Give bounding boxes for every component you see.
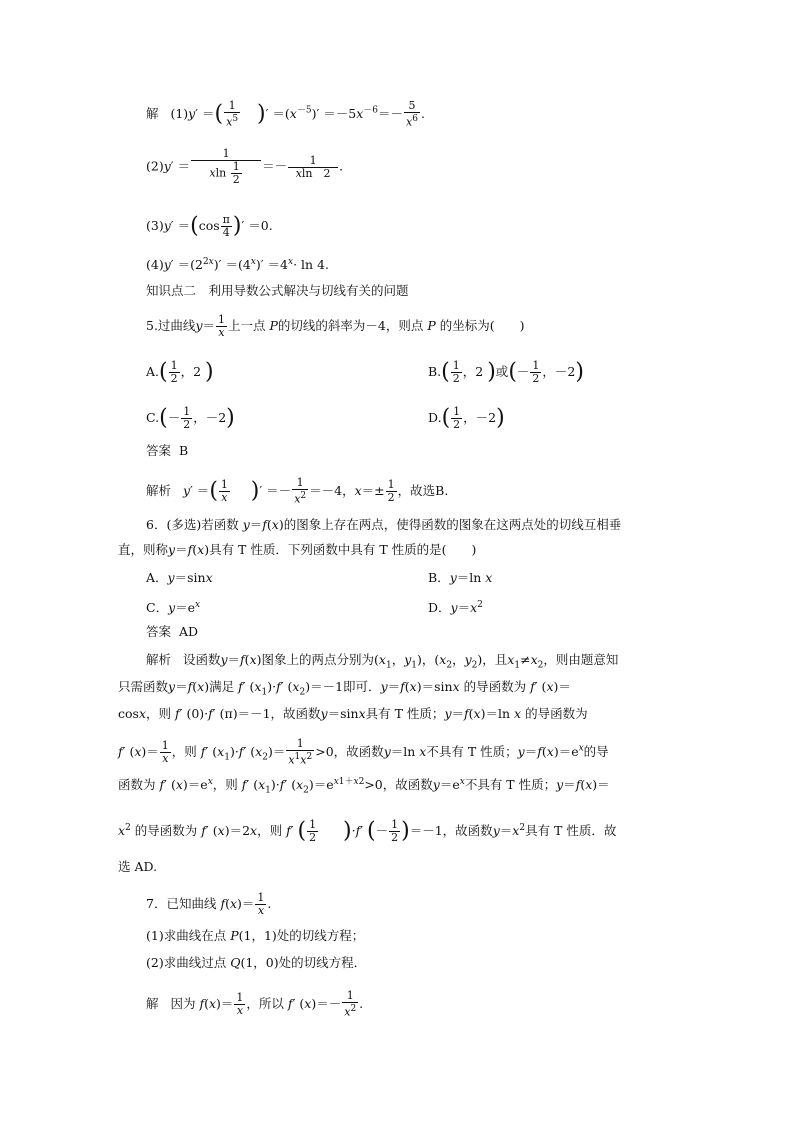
q6-option-a: A．y＝sinx [146, 570, 213, 585]
q6-analysis-2: 只需函数y＝f(x)满足 f′ $(x_1)\cdot f'$ $(x_2)=-1$即可．y＝f(x)＝sinx 的导函数为 f′ (x)＝ [118, 679, 571, 698]
q5-option-d: D.( $\frac{1}{2}$ ，－2) [428, 405, 505, 431]
q6-analysis-1: 解析 设函数y＝f(x)图象上的两点分别为($x_1$，$y_1$)，($x_2$，$y_2$)，且$x_1\ne x_2$，则由题意知 [146, 652, 619, 671]
q6-analysis-7: 选 AD. [118, 859, 158, 874]
q6-analysis-6: $x^2$ 的导函数为 f′ (x)＝2x，则 f′ ( $\frac{1}{2}$ )·f′ (－ $\frac{1}{2}$ )＝－1，故函数$y=x^2$具有 T 性质．故 [118, 818, 617, 845]
q6-option-c: C．$y=e^x$ [146, 600, 201, 616]
question-5-stem: 5.过曲线y＝ $\frac{1}{x}$ 上一点 P的切线的斜率为－4，则点 P 的坐标为( ) [146, 313, 525, 339]
q6-option-d: D．$y=x^2$ [428, 600, 483, 616]
q5-option-a: A.( $\frac{1}{2}$ ，2 ) [146, 359, 214, 385]
q6-option-b: B．y＝ln x [428, 570, 493, 585]
question-6-stem-1: 6．(多选)若函数 y＝f(x)的图象上存在两点，使得函数的图象在这两点处的切线互相垂 [146, 517, 622, 532]
q6-analysis-3: cosx，则 f′ (0)·f′ (π)＝－1，故函数y＝sinx具有 T 性质；y＝f(x)＝ln x 的导函数为 [118, 706, 588, 721]
solution-line-3: (3)y′ ＝(cos $\frac{\pi}{4}$ )′ ＝0. [146, 213, 273, 239]
q7-part-2: (2)求曲线过点 Q(1，0)处的切线方程． [146, 955, 367, 970]
q5-option-c: C.(－ $\frac{1}{2}$ ，－2) [146, 405, 235, 431]
knowledge-point-heading: 知识点二 利用导数公式解决与切线有关的问题 [146, 283, 409, 298]
solution-line-1: 解 (1)y′ ＝( $\frac{1}{x^5}$ )′ $=(x^{-5})' =-5x^{-6}=-$ $\frac{5}{x^6}$ . [146, 99, 425, 129]
q6-answer: 答案 AD [146, 624, 199, 639]
question-6-stem-2: 直，则称y＝f(x)具有 T 性质．下列函数中具有 T 性质的是( ) [118, 542, 477, 557]
q7-solution: 解 因为 f(x)＝ $\frac{1}{x}$ ，所以 f′ (x)＝－ $\frac{1}{x^2}$ . [146, 989, 364, 1019]
q5-answer: 答案 B [146, 443, 189, 458]
q7-part-1: (1)求曲线在点 P(1，1)处的切线方程； [146, 928, 365, 943]
q5-analysis: 解析 y′ ＝( $\frac{1}{x}$ )′ ＝－ $\frac{1}{x^2}$ ＝－4，x＝± $\frac{1}{2}$ ，故选B. [146, 476, 449, 506]
solution-line-2: (2)y′ ＝ 1 xln $\frac{1}{2}$ ＝－ $\frac{1}{xln 2}$ . [146, 147, 344, 186]
q6-analysis-5: 函数为 f′ $(x)=e^x$，则 f′ $(x_1)\cdot f'$ $(x_2)=e^{x1+x2}>0$，故函数$y=e^x$不具有 T 性质；y＝f(x)＝ [118, 777, 610, 796]
question-7-stem: 7．已知曲线 f(x)＝ $\frac{1}{x}$ . [146, 891, 272, 917]
q6-analysis-4: f′ (x)＝ $\frac{1}{x}$ ，则 f′ $(x_1)\cdot f'$ $(x_2)=$ $\frac{1}{x^1x^2}$ >0，故函数y＝ln x不具有 T 性质；$y=f(x)=e^x$的导 [118, 737, 609, 767]
solution-line-4: $(4)y' =(2^{2x})' =(4^x)' =4^x\cdot \ln 4$. [146, 257, 329, 273]
q5-option-b: B.( $\frac{1}{2}$ ，2 )或(－ $\frac{1}{2}$ ，－2) [428, 359, 584, 385]
